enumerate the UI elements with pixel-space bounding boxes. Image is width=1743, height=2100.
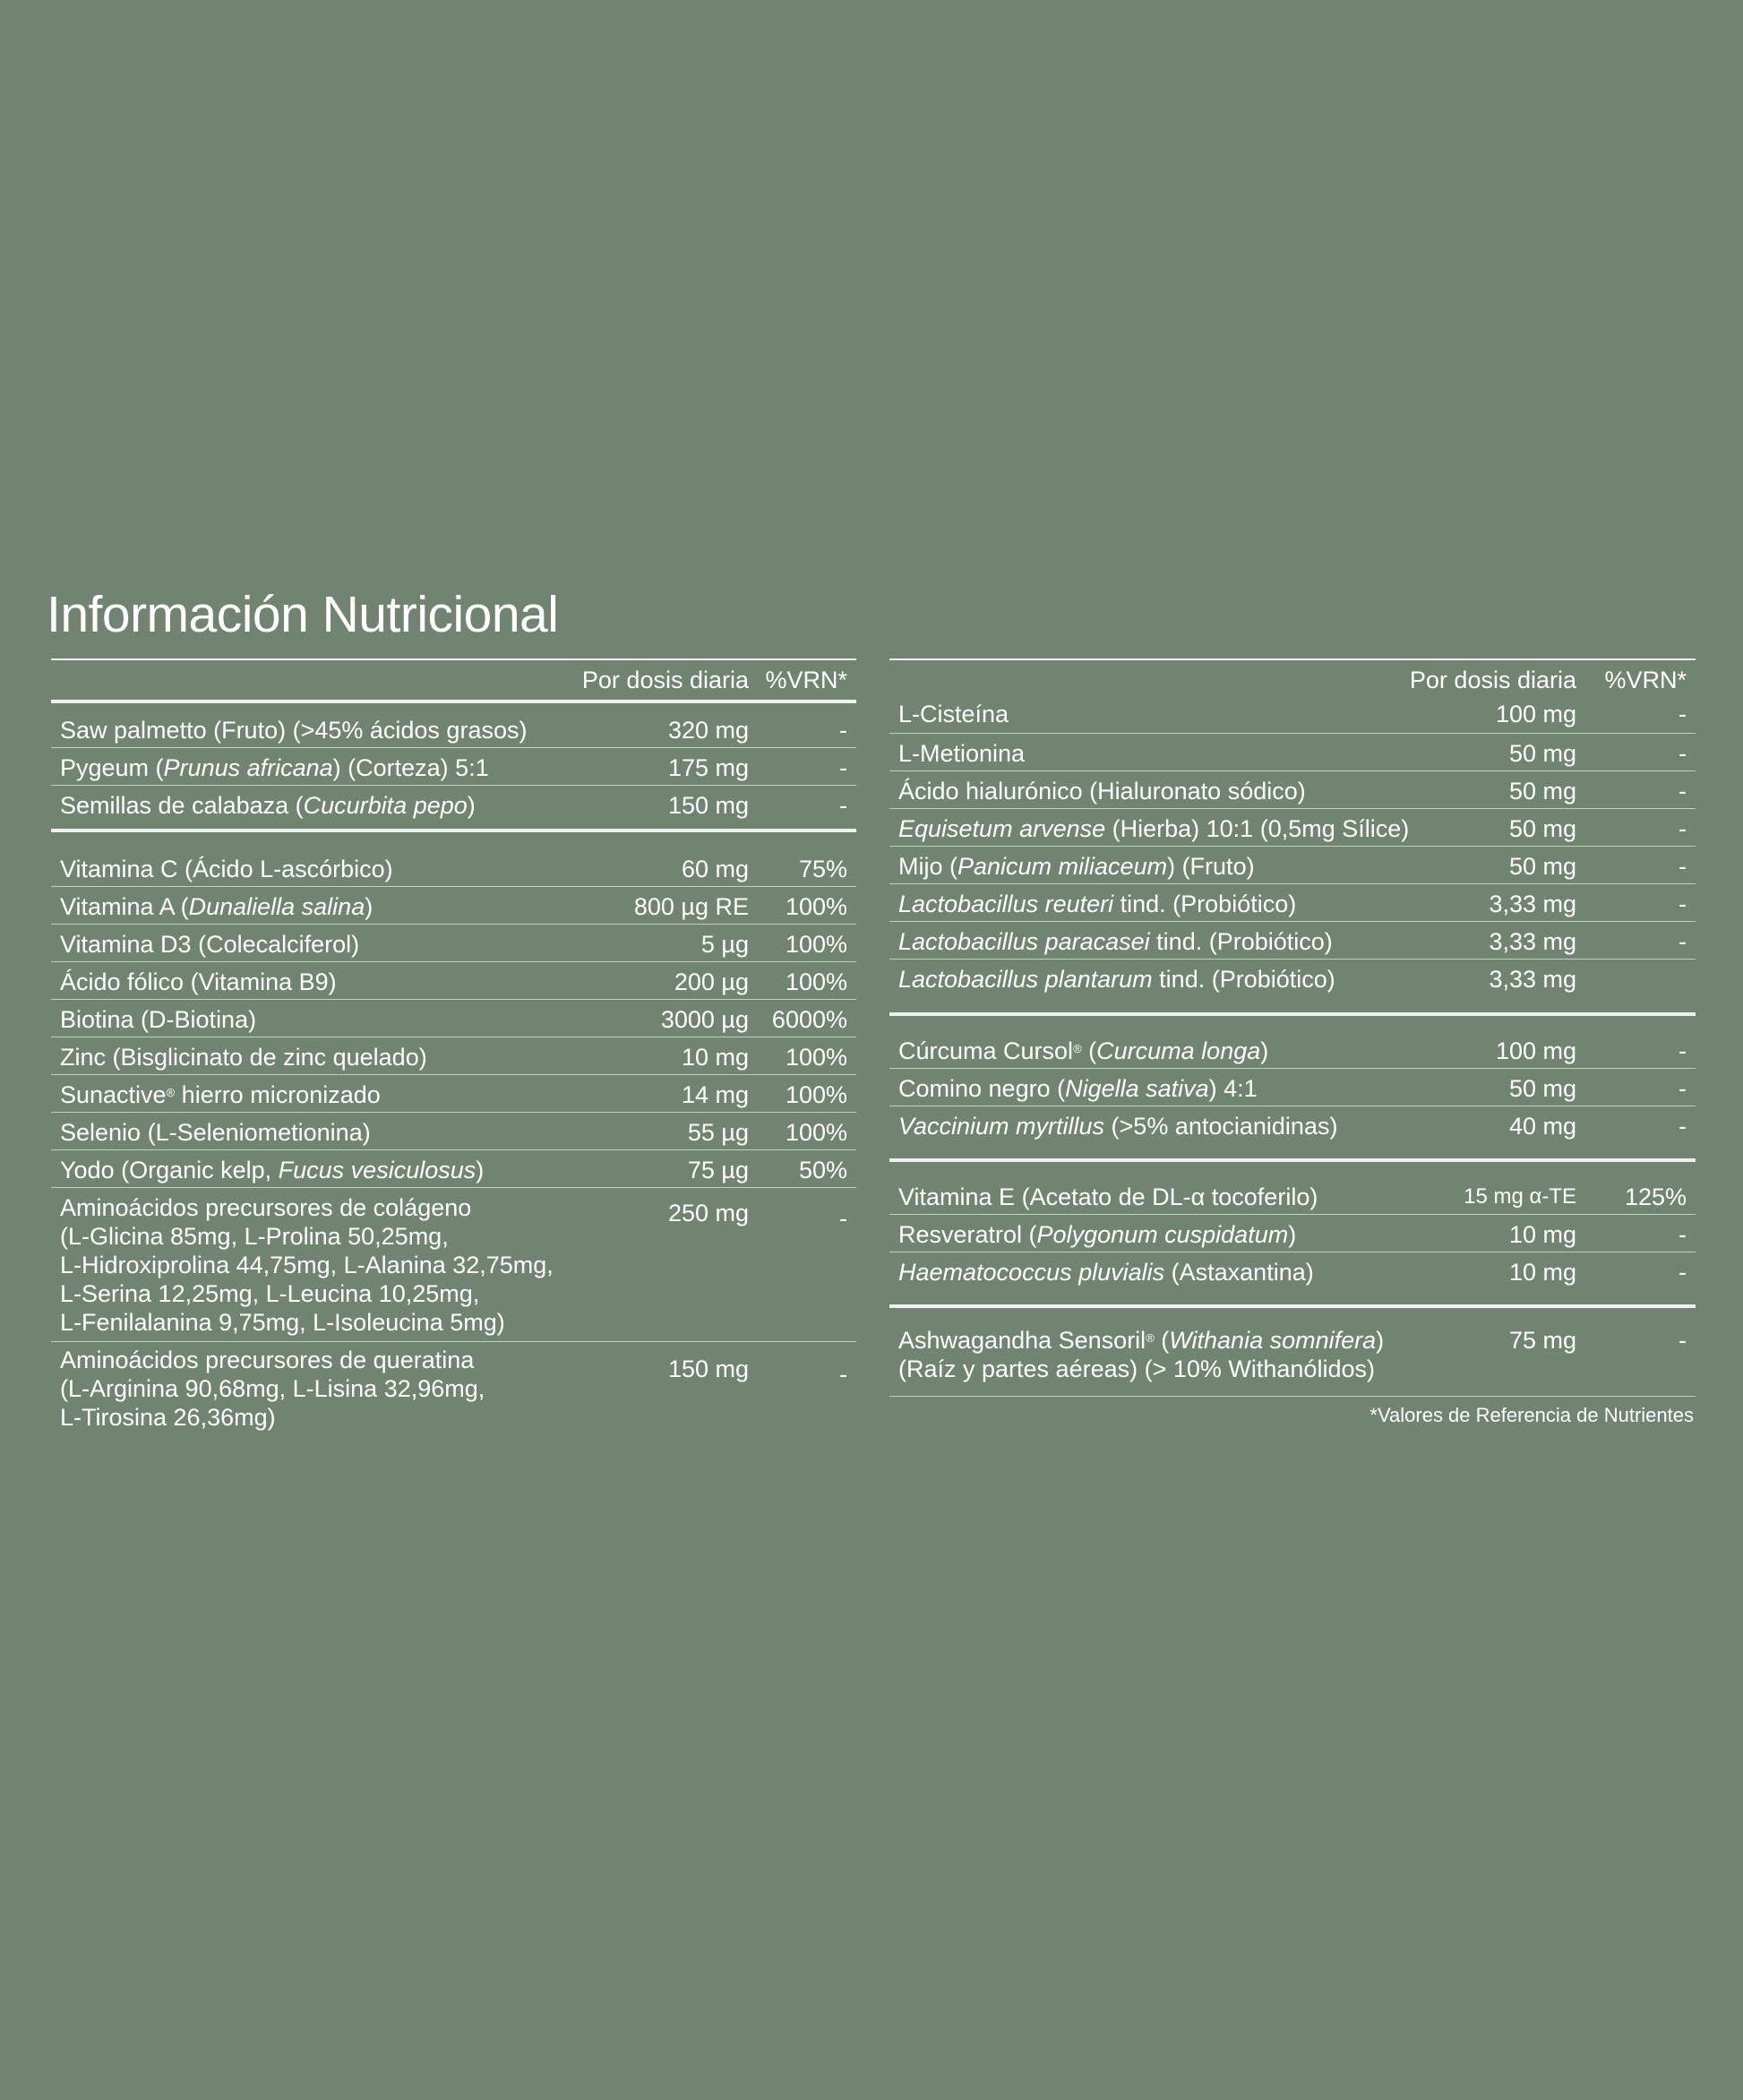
table-row	[51, 1075, 856, 1113]
dose-amount: 15 mg α-TE	[1464, 1184, 1576, 1209]
vrn-value: -	[839, 1205, 847, 1232]
ingredient-name: Equisetum arvense (Hierba) 10:1 (0,5mg Sílice)	[898, 815, 1410, 842]
table-row	[889, 1106, 1696, 1144]
ingredient-name: Ácido hialurónico (Hialuronato sódico)	[898, 778, 1306, 805]
header-dose: Por dosis diaria	[581, 667, 749, 693]
table-row	[51, 748, 856, 786]
ingredient-name: Lactobacillus reuteri tind. (Probiótico)	[898, 891, 1297, 917]
table-row	[889, 809, 1696, 847]
vrn-value: -	[839, 717, 847, 744]
vrn-value: -	[1679, 1075, 1687, 1102]
table-row	[889, 922, 1696, 960]
vrn-value: 125%	[1624, 1183, 1687, 1210]
page-title: Información Nutricional	[47, 586, 559, 643]
ingredient-name: Vitamina A (Dunaliella salina)	[60, 893, 374, 920]
ingredient-name: Semillas de calabaza (Cucurbita pepo)	[60, 792, 476, 819]
table-row	[51, 925, 856, 962]
dose-amount: 800 µg RE	[633, 893, 749, 920]
ingredient-name: Aminoácidos precursores de queratina (L-Arginina 90,68mg, L-Lisina 32,96mg, L-Tirosina 26,36mg)	[60, 1347, 485, 1431]
vrn-value: 100%	[785, 1081, 847, 1108]
ingredient-name: Lactobacillus plantarum tind. (Probiótico)	[898, 966, 1335, 993]
ingredient-name: Yodo (Organic kelp, Fucus vesiculosus)	[60, 1157, 485, 1183]
table-row	[889, 847, 1696, 884]
dose-amount: 50 mg	[1508, 1075, 1576, 1102]
dose-amount: 75 µg	[687, 1157, 749, 1183]
ingredient-name: Vaccinium myrtillus (>5% antocianidinas)	[898, 1113, 1338, 1140]
table-row	[51, 849, 856, 887]
vrn-value: 75%	[798, 856, 847, 882]
vrn-value: -	[1679, 1259, 1687, 1286]
ingredient-name: Saw palmetto (Fruto) (>45% ácidos grasos)	[60, 717, 528, 744]
vrn-value: 100%	[785, 968, 847, 995]
vrn-value: -	[1679, 740, 1687, 767]
dose-amount: 200 µg	[674, 968, 749, 995]
footnote: *Valores de Referencia de Nutrientes	[1370, 1404, 1694, 1426]
vrn-value: 100%	[785, 1119, 847, 1146]
table-row	[51, 962, 856, 1000]
ingredient-name: Vitamina C (Ácido L-ascórbico)	[60, 856, 393, 882]
table-row	[889, 1215, 1696, 1252]
dose-amount: 10 mg	[1508, 1221, 1576, 1248]
table-row	[889, 700, 1696, 734]
vrn-value: -	[1679, 815, 1687, 842]
vrn-value: -	[839, 754, 847, 781]
header-vrn: %VRN*	[765, 667, 847, 693]
ingredient-name: Comino negro (Nigella sativa) 4:1	[898, 1075, 1258, 1102]
table-row	[889, 1321, 1696, 1397]
table-row	[51, 1000, 856, 1037]
dose-amount: 10 mg	[1508, 1259, 1576, 1286]
vrn-value: -	[1679, 778, 1687, 805]
dose-amount: 150 mg	[667, 1356, 749, 1382]
dose-amount: 3000 µg	[660, 1006, 749, 1033]
table-row	[51, 1342, 856, 1441]
dose-amount: 50 mg	[1508, 778, 1576, 805]
dose-amount: 320 mg	[667, 717, 749, 744]
dose-amount: 5 µg	[700, 931, 749, 958]
vrn-value: 100%	[785, 893, 847, 920]
dose-amount: 100 mg	[1495, 701, 1576, 727]
vrn-value: -	[1679, 853, 1687, 880]
table-row	[889, 960, 1696, 997]
dose-amount: 50 mg	[1508, 740, 1576, 767]
ingredient-name: Selenio (L-Seleniometionina)	[60, 1119, 371, 1146]
dose-amount: 100 mg	[1495, 1037, 1576, 1064]
vrn-value: -	[1679, 701, 1687, 727]
dose-amount: 60 mg	[681, 856, 749, 882]
ingredient-name: Aminoácidos precursores de colágeno (L-Glicina 85mg, L-Prolina 50,25mg, L-Hidroxiprolina 44,75mg, L-Alanina 32,75mg, L-Serina 12,25mg, L-Leucina 10,25mg, L-Fenilalanina 9,75mg, L-Isoleucina 5mg)	[60, 1194, 554, 1336]
ingredient-name: Vitamina D3 (Colecalciferol)	[60, 931, 360, 958]
dose-amount: 10 mg	[681, 1044, 749, 1071]
dose-amount: 50 mg	[1508, 853, 1576, 880]
ingredient-name: Pygeum (Prunus africana) (Corteza) 5:1	[60, 754, 489, 781]
ingredient-name: Zinc (Bisglicinato de zinc quelado)	[60, 1044, 427, 1071]
header-dose: Por dosis diaria	[1409, 667, 1576, 693]
table-header	[889, 660, 1696, 700]
vrn-value: -	[1679, 1113, 1687, 1140]
vrn-value: -	[1679, 1327, 1687, 1354]
header-vrn: %VRN*	[1604, 667, 1687, 693]
dose-amount: 50 mg	[1508, 815, 1576, 842]
ingredient-name: Ácido fólico (Vitamina B9)	[60, 968, 337, 995]
table-row	[51, 1150, 856, 1188]
ingredient-name: Sunactive® hierro micronizado	[60, 1081, 381, 1108]
vrn-value: 50%	[798, 1157, 847, 1183]
table-row	[51, 1113, 856, 1150]
table-row	[889, 1069, 1696, 1106]
table-row	[51, 1037, 856, 1075]
table-row	[889, 1177, 1696, 1215]
table-row	[889, 1252, 1696, 1290]
table-header	[51, 660, 856, 700]
vrn-value: -	[839, 1361, 847, 1388]
ingredient-name: Vitamina E (Acetato de DL-α tocoferilo)	[898, 1183, 1318, 1210]
table-row	[889, 734, 1696, 771]
dose-amount: 75 mg	[1508, 1327, 1576, 1354]
table-row	[889, 771, 1696, 809]
ingredient-name: Biotina (D-Biotina)	[60, 1006, 257, 1033]
table-row	[889, 884, 1696, 922]
vrn-value: 6000%	[771, 1006, 847, 1033]
ingredient-name: Cúrcuma Cursol® (Curcuma longa)	[898, 1037, 1269, 1064]
dose-amount: 40 mg	[1508, 1113, 1576, 1140]
dose-amount: 3,33 mg	[1489, 966, 1576, 993]
vrn-value: -	[1679, 1037, 1687, 1064]
dose-amount: 14 mg	[681, 1081, 749, 1108]
table-row	[51, 1188, 856, 1342]
nutrition-table-right	[889, 658, 1696, 1397]
table-row	[51, 786, 856, 823]
dose-amount: 3,33 mg	[1489, 891, 1576, 917]
dose-amount: 150 mg	[667, 792, 749, 819]
vrn-value: -	[1679, 928, 1687, 955]
dose-amount: 175 mg	[667, 754, 749, 781]
nutrition-table-left	[51, 658, 856, 1441]
ingredient-name: L-Cisteína	[898, 701, 1009, 727]
dose-amount: 55 µg	[687, 1119, 749, 1146]
dose-amount: 3,33 mg	[1489, 928, 1576, 955]
ingredient-name: Ashwagandha Sensoril® (Withania somnifera) (Raíz y partes aéreas) (> 10% Withanólidos)	[898, 1327, 1385, 1382]
table-row	[51, 710, 856, 748]
vrn-value: 100%	[785, 1044, 847, 1071]
ingredient-name: Haematococcus pluvialis (Astaxantina)	[898, 1259, 1314, 1286]
ingredient-name: Resveratrol (Polygonum cuspidatum)	[898, 1221, 1297, 1248]
ingredient-name: Mijo (Panicum miliaceum) (Fruto)	[898, 853, 1255, 880]
vrn-value: 100%	[785, 931, 847, 958]
table-row	[51, 887, 856, 925]
vrn-value: -	[1679, 891, 1687, 917]
ingredient-name: Lactobacillus paracasei tind. (Probiótico)	[898, 928, 1333, 955]
vrn-value: -	[839, 792, 847, 819]
table-row	[889, 1031, 1696, 1069]
ingredient-name: L-Metionina	[898, 740, 1026, 767]
dose-amount: 250 mg	[667, 1200, 749, 1226]
vrn-value: -	[1679, 1221, 1687, 1248]
